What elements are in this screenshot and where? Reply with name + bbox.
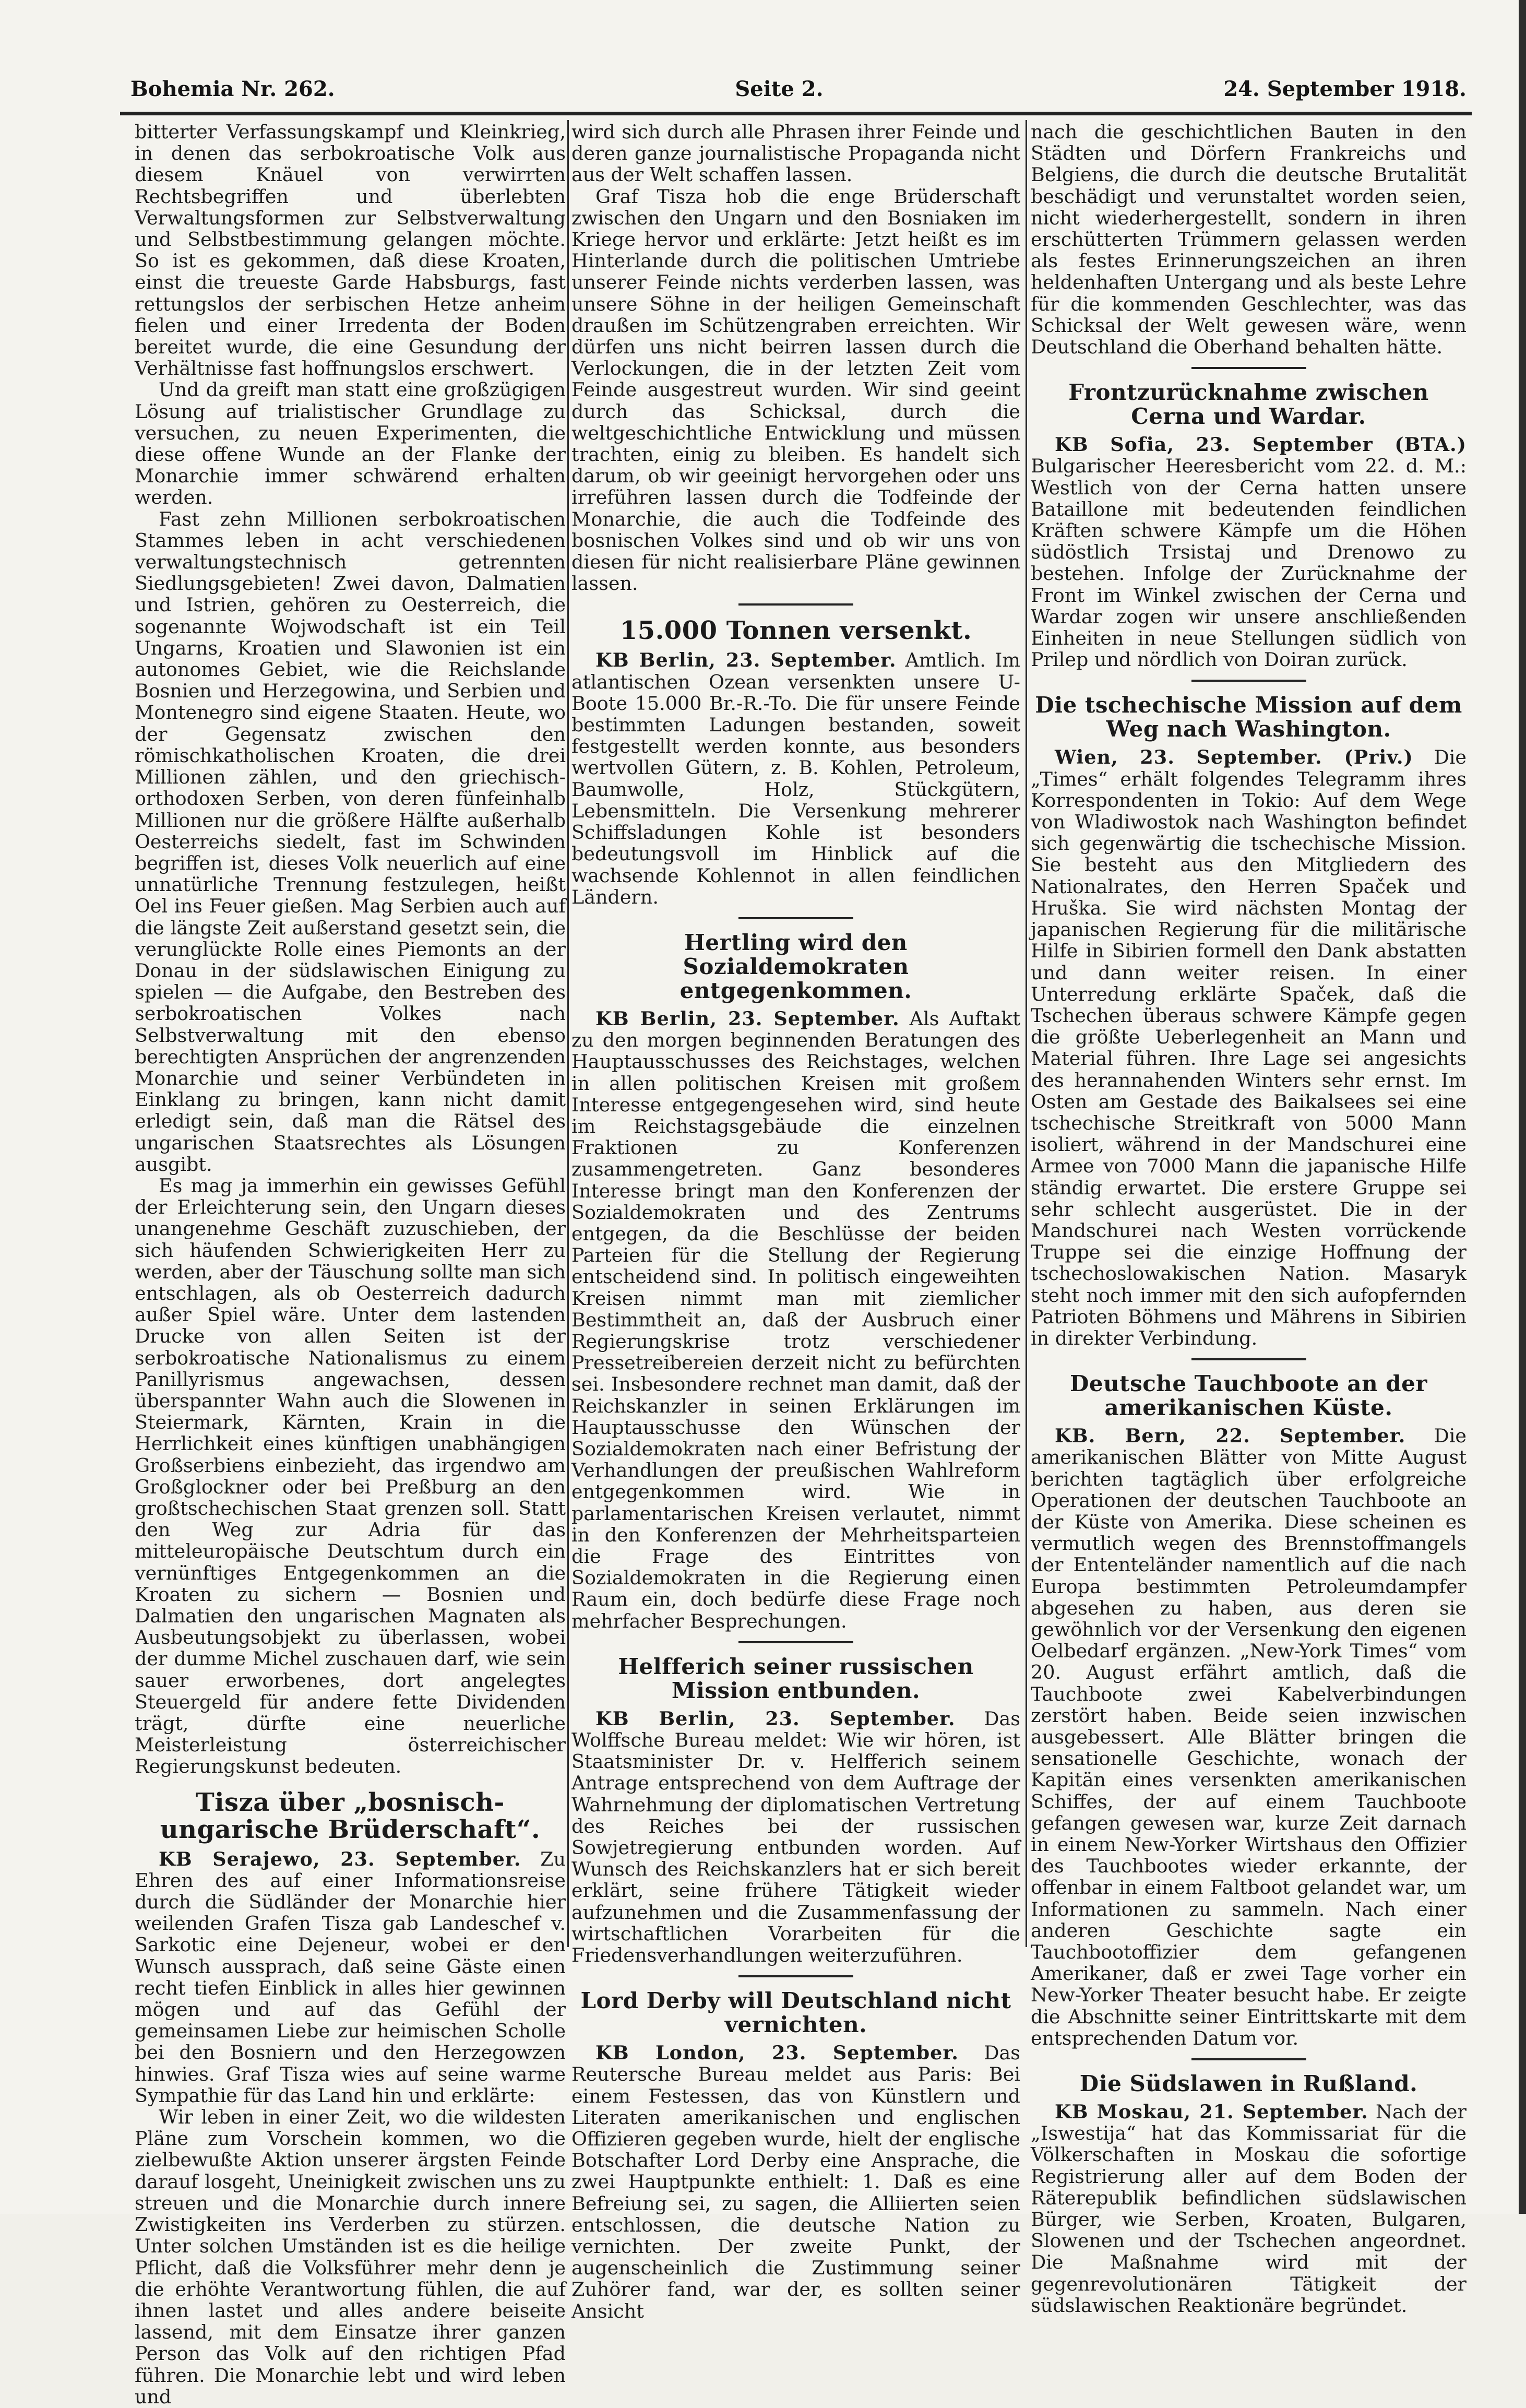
article-paragraph: Fast zehn Millionen serbokroatischen Stammes leben in acht verschiedenen verwaltungstechnisch getrennten Siedlungsgebieten! Zwei davon, Dalmatien und Istrien, gehören zu Oesterreich, die sogenannte Wojwodschaft ist ein Teil Ungarns, Kroatien und Slawonien ist ein autonomes Gebiet, wie die Reichslande Bosnien und Herzegowina, und Serbien und Montenegro sind eigene Staaten. Heute, wo der Gegensatz zwischen den römischkatholischen Kroaten, die drei Millionen zählen, und den griechisch-orthodoxen Serben, von deren fünfeinhalb Millionen nur die größere Hälfte außerhalb Oesterreichs siedelt, fast im Schwinden begriffen ist, dieses Volk neuerlich auf eine unnatürliche Trennung festzulegen, heißt Oel ins Feuer gießen. Mag Serbien auch auf die längste Zeit außerstand gesetzt sein, die verunglückte Rolle eines Piemonts an der Donau in der südslawischen Einigung zu spielen — die Aufgabe, den Bestreben des serbokroatischen Volkes nach Selbstverwaltung mit den ebenso berechtigten Ansprüchen der angrenzenden Monarchie und seiner Verbündeten in Einklang zu bringen, kann nicht damit erledigt sein, daß man die Rätsel des ungarischen Staatsrechtes als Lösungen ausgibt. <box>135 507 566 1176</box>
column-rule-1 <box>567 120 569 1947</box>
headline-suedslawen: Die Südslawen in Rußland. <box>1079 2071 1418 2097</box>
column-2 <box>571 121 1020 2322</box>
headline-mission: Die tschechische Mission auf dem Weg nach Washington. <box>1035 692 1462 742</box>
article-paragraph: Amtlich. Im atlantischen Ozean versenkten unsere U-Boote 15.000 Br.-R.-To. Die für unsere Feinde bestimmten Ladungen bestanden, soweit festgestellt werden konnte, aus besonders wertvollen Gütern, z. B. Kohlen, Petroleum, Baumwolle, Holz, Stückgütern, Lebensmitteln. Die Versenkung mehrerer Schiffsladungen Kohle ist besonders bedeutungsvoll im Hinblick auf die wachsende Kohlennot in allen feindlichen Ländern. <box>571 649 1020 908</box>
article-paragraph: Zu Ehren des auf einer Informationsreise durch die Südländer der Monarchie hier weilenden Grafen Tisza gab Landeschef v. Sarkotic eine Dejeneur, wobei er den Wunsch aussprach, daß seine Gäste einen recht tiefen Einblick in alles hier gewinnen mögen und auf das Gefühl der gemeinsamen Liebe zur heimischen Scholle bei den Bosniern und den Herzegowzen hinwies. Graf Tisza wies auf seine warme Sympathie für das Land hin und erklärte: <box>135 1847 566 2107</box>
section-divider <box>738 603 853 606</box>
dateline: Wien, 23. September. (Priv.) <box>1055 746 1413 769</box>
dateline: KB London, 23. September. <box>595 2042 959 2065</box>
header-date: 24. September 1918. <box>1223 76 1467 101</box>
section-divider <box>738 917 853 919</box>
header-page-number: Seite 2. <box>735 76 824 101</box>
article-paragraph: Nach der „Iswestija“ hat das Kommissariat für die Völkerschaften in Moskau die sofortige Registrierung aller auf dem Boden der Räterepublik befindlichen südslawischen Bürger, wie Serben, Kroaten, Bulgaren, Slowenen und der Tschechen angeordnet. Die Maßnahme wird mit der gegenrevolutionären Tätigkeit der südslawischen Reaktionäre begründet. <box>1031 2101 1467 2317</box>
article-paragraph: Und da greift man statt eine großzügigen Lösung auf trialistischer Grundlage zu versuchen, zu neuen Experimenten, die diese offene Wunde an der Flanke der Monarchie immer schwärend erhalten werden. <box>135 378 566 509</box>
article-paragraph: wird sich durch alle Phrasen ihrer Feinde und deren ganze journalistische Propaganda nicht aus der Welt schaffen lassen. <box>571 121 1020 186</box>
section-divider <box>1191 680 1306 682</box>
dateline: KB. Bern, 22. September. <box>1055 1425 1406 1448</box>
page-header <box>130 68 1467 110</box>
dateline: KB Berlin, 23. September. <box>595 1007 900 1030</box>
dateline: KB Sofia, 23. September (BTA.) <box>1055 433 1467 456</box>
article-paragraph: Das Reutersche Bureau meldet aus Paris: Bei einem Festessen, das von Künstlern und Literaten amerikanischen und englischen Offizieren gegeben wurde, hielt der englische Botschafter Lord Derby eine Ansprache, die zwei Hauptpunkte enthielt: 1. Daß es eine Befreiung sei, zu sagen, die Alliierten seien entschlossen, die deutsche Nation zu vernichten. Der zweite Punkt, der augenscheinlich die Zustimmung seiner Zuhörer fand, war der, es sollten seiner Ansicht <box>571 2042 1020 2322</box>
column-3 <box>1031 121 1467 2316</box>
article-paragraph: Es mag ja immerhin ein gewisses Gefühl der Erleichterung sein, den Ungarn dieses unangenehme Geschäft zuzuschieben, der sich häufenden Schwierigkeiten Herr zu werden, aber der Täuschung sollte man sich entschlagen, als ob Oesterreich dadurch außer Spiel wäre. Unter dem lastenden Drucke von allen Seiten ist der serbokroatische Nationalismus zu einem Panillyrismus angewachsen, dessen überspannter Wahn auch die Slowenen in Steiermark, Kärnten, Krain in die Herrlichkeit eines künftigen unabhängigen Großserbiens einbezieht, das irgendwo am Großglockner oder bei Preßburg an den großtschechischen Staat grenzen soll. Statt den Weg zur Adria für das mitteleuropäische Deutschtum durch ein vernünftiges Entgegenkommen an die Kroaten zu sichern — Bosnien und Dalmatien den ungarischen Magnaten als Ausbeutungsobjekt zu überlassen, wobei der dumme Michel zuschauen darf, wie sein sauer erworbenes, dort angelegtes Steuergeld für andere fette Dividenden trägt, dürfte eine neuerliche Meisterleistung österreichischer Regierungskunst bedeuten. <box>135 1174 566 1778</box>
header-issue: Bohemia Nr. 262. <box>130 76 335 101</box>
article-paragraph: Graf Tisza hob die enge Brüderschaft zwischen den Ungarn und den Bosniaken im Kriege hervor und erklärte: Jetzt heißt es im Hinterlande durch die politischen Umtriebe unserer Feinde nichts verderben lassen, was unsere Söhne in der heiligen Gemeinschaft draußen im Schützengraben erreichten. Wir dürfen uns nicht beirren lassen durch die Verlockungen, die in der letzten Zeit vom Feinde ausgestreut wurden. Wir sind geeint durch das Schicksal, durch die weltgeschichtliche Entwicklung und müssen trachten, einig zu bleiben. Es handelt sich darum, ob wir geeinigt hervorgehen oder uns irreführen lassen durch die Todfeinde der Monarchie, die auch die Todfeinde des bosnischen Volkes sind und ob wir uns von diesen für nicht realisierbare Pläne gewinnen lassen. <box>571 185 1020 595</box>
section-divider <box>738 1641 853 1643</box>
column-1 <box>135 121 566 2407</box>
dateline: KB Berlin, 23. September. <box>595 1707 956 1730</box>
scan-edge <box>1519 0 1526 2214</box>
dateline: KB Moskau, 21. September. <box>1055 2101 1368 2124</box>
headline-hertling: Hertling wird den Sozialdemokraten entgegenkommen. <box>679 929 912 1003</box>
headline-tonnen: 15.000 Tonnen versenkt. <box>619 616 972 646</box>
headline-derby: Lord Derby will Deutschland nicht vernichten. <box>580 1988 1011 2038</box>
section-divider <box>1191 367 1306 369</box>
header-rule <box>120 112 1472 115</box>
article-paragraph: nach die geschichtlichen Bauten in den Städten und Dörfern Frankreichs und Belgiens, die durch die deutsche Brutalität beschädigt und verunstaltet worden seien, nicht wiederhergestellt, sondern in ihren erschütterten Trümmern gelassen werden als festes Erinnerungszeichen an ihren heldenhaften Untergang und als beste Lehre für die kommenden Geschlechter, was das Schicksal der Welt gewesen wäre, wenn Deutschland die Oberhand behalten hätte. <box>1031 121 1467 359</box>
dateline: KB Berlin, 23. September. <box>595 649 897 672</box>
headline-helfferich: Helfferich seiner russischen Mission entbunden. <box>618 1653 974 1703</box>
section-divider <box>1191 1358 1306 1360</box>
article-paragraph: bitterter Verfassungskampf und Kleinkrieg, in denen das serbokroatische Volk aus diesem Knäuel von verwirrten Rechtsbegriffen und überlebten Verwaltungsformen zur Selbstverwaltung und Selbstbestimmung gelangen möchte. So ist es gekommen, daß diese Kroaten, einst die treueste Garde Habsburgs, fast rettungslos der serbischen Hetze anheim fielen und einer Irredenta der Boden bereitet wurde, die eine Gesundung der Verhältnisse fast hoffnungslos erschwert. <box>135 121 566 380</box>
column-rule-2 <box>1026 120 1027 1947</box>
article-paragraph: Die amerikanischen Blätter von Mitte August berichten tagtäglich über erfolgreiche Operationen der deutschen Tauchboote an der Küste von Amerika. Diese scheinen es vermutlich wegen des Brennstoffmangels der Ententeländer namentlich auf die nach Europa bestimmten Petroleumdampfer abgesehen zu haben, aus deren sie gewöhnlich vor der Versenkung den eigenen Oelbedarf ergänzen. „New-York Times“ vom 20. August erfährt amtlich, daß die Tauchboote zwei Kabelverbindungen zerstört haben. Beide seien inzwischen ausgebessert. Alle Blätter bringen die sensationelle Geschichte, wonach der Kapitän eines versenkten amerikanischen Schiffes, der auf einem Tauchboote gefangen gewesen war, kurze Zeit darnach in einem New-Yorker Wirtshaus den Offizier des Tauchbootes wieder erkannte, der offenbar in einem Faltboot gelandet war, um Informationen zu sammeln. Nach einer anderen Geschichte sagte ein Tauchbootoffizier dem gefangenen Amerikaner, daß er zwei Tage vorher ein New-Yorker Theater besucht habe. Er zeigte die Abschnitte seiner Eintrittskarte mit dem entsprechenden Datum vor. <box>1031 1425 1467 2049</box>
dateline: KB Serajewo, 23. September. <box>159 1847 521 1870</box>
article-paragraph: Die „Times“ erhält folgendes Telegramm ihres Korrespondenten in Tokio: Auf dem Wege von Wladiwostok nach Washington befindet sich gegenwärtig die tschechische Mission. Sie besteht aus den Mitgliedern des Nationalrates, den Herren Spaček und Hruška. Sie wird nächsten Montag der japanischen Regierung für die militärische Hilfe in Sibirien formell den Dank abstatten und dann weiter reisen. In einer Unterredung erklärte Spaček, daß die Tschechen überaus schwere Kämpfe gegen die größte Ueberlegenheit an Mann und Material führen. Ihre Lage sei angesichts des herannahenden Winters sehr ernst. Im Osten am Gestade des Baikalsees sei eine tschechische Streitkraft von 5000 Mann isoliert, während in der Mandschurei eine Armee von 7000 Mann die japanische Hilfe ständig erwartet. Die erstere Gruppe sei sehr schlecht ausgerüstet. Die in der Mandschurei nach Westen vorrückende Truppe sei die einzige Hoffnung der tschechoslowakischen Nation. Masaryk steht noch immer mit den sich aufopfernden Patrioten Böhmens und Mährens in Sibirien in direkter Verbindung. <box>1031 746 1467 1349</box>
article-paragraph: Bulgarischer Heeresbericht vom 22. d. M.: Westlich von der Cerna hatten unsere Bataillone mit bedeutenden feindlichen Kräften schwere Kämpfe um die Höhen südöstlich Trsistaj und Drenowo zu bestehen. Infolge der Zurücknahme der Front im Winkel zwischen der Cerna und Wardar zogen wir unsere anschließenden Einheiten in neue Stellungen südlich von Prilep und nördlich von Doiran zurück. <box>1031 455 1467 671</box>
headline-tauchboote: Deutsche Tauchboote an der amerikanischen Küste. <box>1070 1371 1427 1421</box>
section-divider <box>1191 2058 1306 2060</box>
headline-cerna: Frontzurücknahme zwischen Cerna und Wardar. <box>1068 379 1429 430</box>
article-paragraph: Wir leben in einer Zeit, wo die wildesten Pläne zum Vorschein kommen, wo die zielbewußte Aktion unserer ärgsten Feinde darauf losgeht, Uneinigkeit zwischen uns zu streuen und die Monarchie durch innere Zwistigkeiten ins Verderben zu stürzen. Unter solchen Umständen ist es die heilige Pflicht, daß die Volksführer mehr denn je die erhöhte Verantwortung fühlen, die auf ihnen lastet und alles andere beiseite lassend, mit dem Einsatze ihrer ganzen Person das Volk auf den richtigen Pfad führen. Die Monarchie lebt und wird leben und <box>135 2106 566 2408</box>
article-paragraph: Als Auftakt zu den morgen beginnenden Beratungen des Hauptausschusses des Reichstages, welchen in allen politischen Kreisen mit großem Interesse entgegengesehen wird, sind heute im Reichstagsgebäude die einzelnen Fraktionen zu Konferenzen zusammengetreten. Ganz besonderes Interesse bringt man den Konferenzen der Sozialdemokraten und des Zentrums entgegen, da die Beschlüsse der beiden Parteien für die Stellung der Regierung entscheidend sind. In politisch eingeweihten Kreisen nimmt man mit ziemlicher Bestimmtheit an, daß der Ausbruch einer Regierungskrise trotz verschiedener Pressetreibereien derzeit nicht zu befürchten sei. Insbesondere rechnet man damit, daß der Reichskanzler in seinen Erklärungen im Hauptausschusse den Wünschen der Sozialdemokraten nach einer Befristung der Verhandlungen der preußischen Wahlreform entgegenkommen wird. Wie in parlamentarischen Kreisen verlautet, nimmt in den Konferenzen der Mehrheitsparteien die Frage des Eintrittes von Sozialdemokraten in die Regierung einen Raum ein, doch bedürfe diese Frage noch mehrfacher Besprechungen. <box>571 1007 1020 1632</box>
section-divider <box>738 1975 853 1977</box>
article-paragraph: Das Wolffsche Bureau meldet: Wie wir hören, ist Staatsminister Dr. v. Helfferich seinem Antrage entsprechend von dem Auftrage der Wahrnehmung der diplomatischen Vertretung des Reiches bei der russischen Sowjetregierung entbunden worden. Auf Wunsch des Reichskanzlers hat er sich bereit erklärt, seine frühere Tätigkeit wieder aufzunehmen und die Zusammenfassung der wirtschaftlichen Vorarbeiten für die Friedensverhandlungen weiterzuführen. <box>571 1707 1020 1967</box>
headline-tisza: Tisza über „bosnisch-ungarische Brüderschaft“. <box>160 1787 541 1844</box>
